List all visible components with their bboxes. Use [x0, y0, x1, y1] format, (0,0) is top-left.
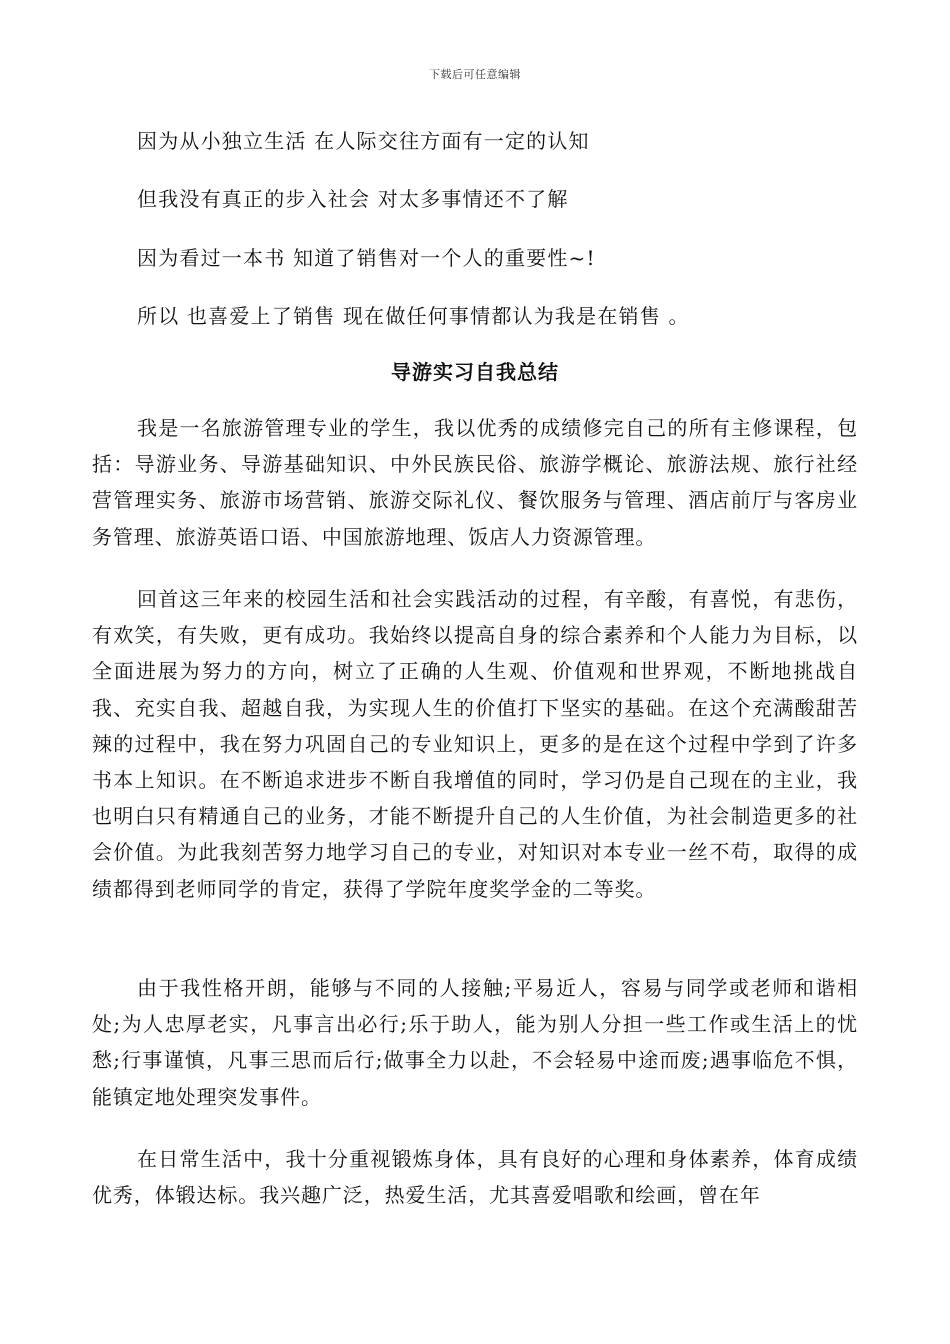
intro-line: 因为看过一本书 知道了销售对一个人的重要性~!	[137, 246, 596, 270]
body-paragraph: 由于我性格开朗，能够与不同的人接触;平易近人，容易与同学或老师和谐相处;为人忠厚老实，凡事言出必行;乐于助人，能为别人分担一些工作或生活上的忧愁;行事谨慎，凡事三思而后行;做事全力以赴，不会轻易中途而废;遇事临危不惧，能镇定地处理突发事件。	[92, 976, 858, 1109]
page-title: 导游实习自我总结	[391, 360, 559, 384]
header-note: 下载后可任意编辑	[429, 68, 521, 81]
intro-line: 因为从小独立生活 在人际交往方面有一定的认知	[137, 129, 590, 153]
body-paragraph: 我是一名旅游管理专业的学生，我以优秀的成绩修完自己的所有主修课程，包括：导游业务、导游基础知识、中外民族民俗、旅游学概论、旅游法规、旅行社经营管理实务、旅游市场营销、旅游交际礼仪、餐饮服务与管理、酒店前厅与客房业务管理、旅游英语口语、中国旅游地理、饭店人力资源管理。	[92, 416, 858, 549]
body-paragraph: 在日常生活中，我十分重视锻炼身体，具有良好的心理和身体素养，体育成绩优秀，体锻达标。我兴趣广泛，热爱生活，尤其喜爱唱歌和绘画，曾在年	[92, 1147, 858, 1208]
intro-line: 但我没有真正的步入社会 对太多事情还不了解	[137, 187, 569, 211]
body-paragraph: 回首这三年来的校园生活和社会实践活动的过程，有辛酸，有喜悦，有悲伤，有欢笑，有失败，更有成功。我始终以提高自身的综合素养和个人能力为目标，以全面进展为努力的方向，树立了正确的人生观、价值观和世界观，不断地挑战自我、充实自我、超越自我，为实现人生的价值打下坚实的基础。在这个充满酸甜苦辣的过程中，我在努力巩固自己的专业知识上，更多的是在这个过程中学到了许多书本上知识。在不断追求进步不断自我增值的同时，学习仍是自己现在的主业，我也明白只有精通自己的业务，才能不断提升自己的人生价值，为社会制造更多的社会价值。为此我刻苦努力地学习自己的专业，对知识对本专业一丝不苟，取得的成绩都得到老师同学的肯定，获得了学院年度奖学金的二等奖。	[92, 587, 858, 901]
intro-line: 所以 也喜爱上了销售 现在做任何事情都认为我是在销售 。	[137, 304, 690, 328]
